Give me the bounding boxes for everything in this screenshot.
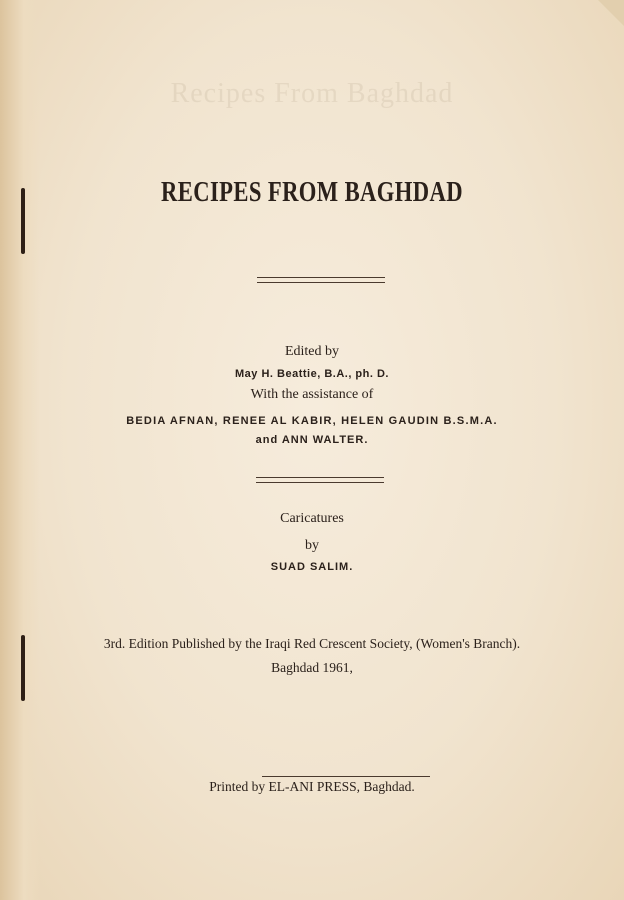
- assistance-label: With the assistance of: [250, 387, 374, 402]
- printer-statement: Printed by EL-ANI PRESS, Baghdad.: [209, 779, 415, 794]
- double-rule-top: [257, 277, 385, 283]
- editor-name: May H. Beattie, B.A., ph. D.: [235, 368, 389, 380]
- edition-statement: 3rd. Edition Published by the Iraqi Red Crescent Society, (Women's Branch).: [103, 636, 521, 651]
- caricatures-by-label: by: [305, 538, 319, 553]
- caricatures-label: Caricatures: [280, 511, 344, 526]
- artist-name: SUAD SALIM.: [270, 561, 354, 573]
- printer-rule: [262, 776, 430, 777]
- publication-place-date: Baghdad 1961,: [271, 660, 353, 675]
- page-spine: [0, 0, 40, 900]
- assistant-names-line1: BEDIA AFNAN, RENEE AL KABIR, HELEN GAUDIN B.S.M.A.: [126, 415, 498, 427]
- assistant-names-line2: and ANN WALTER.: [255, 434, 369, 446]
- book-title: RECIPES FROM BAGHDAD: [161, 176, 463, 208]
- edited-by-label: Edited by: [284, 344, 340, 359]
- double-rule-middle: [256, 477, 384, 483]
- show-through-text: Recipes From Baghdad: [170, 78, 454, 109]
- binding-stitch-top: [21, 188, 25, 254]
- corner-fold: [598, 0, 624, 26]
